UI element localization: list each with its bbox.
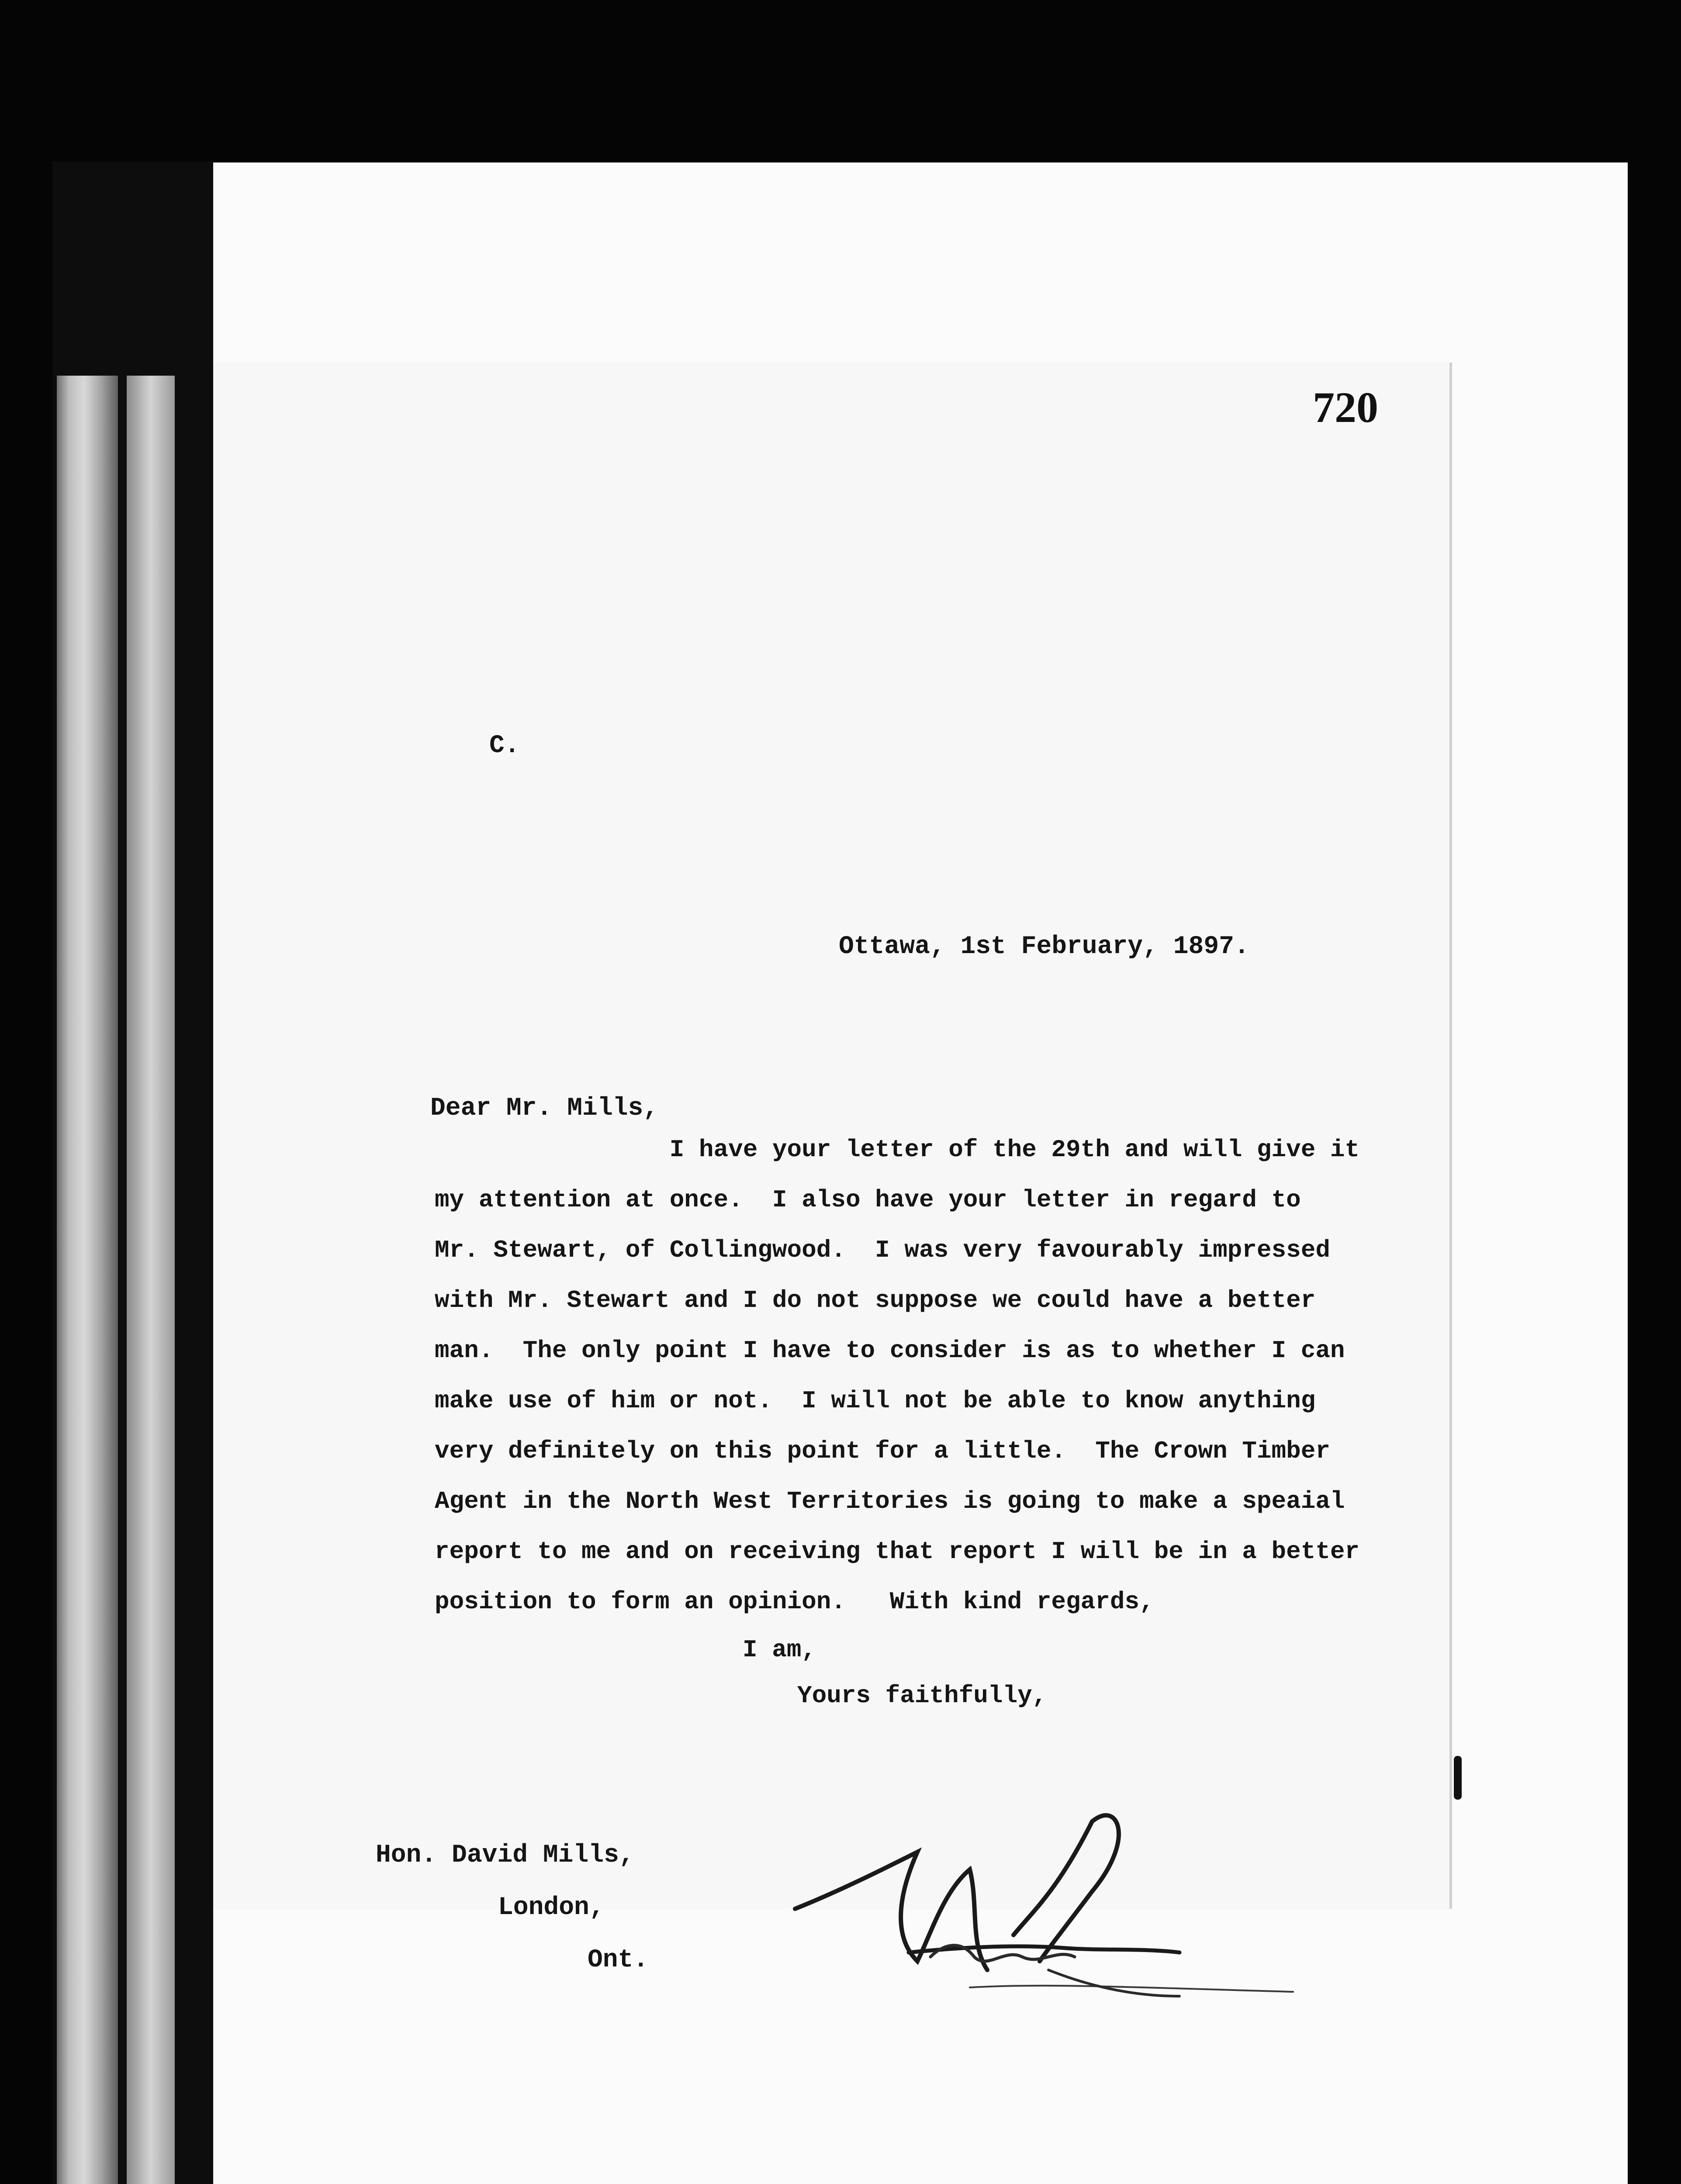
- closing-line: I am,: [743, 1636, 816, 1664]
- letter-body-line: Agent in the North West Territories is going to make a speaial: [435, 1487, 1345, 1515]
- letter-body-line: Mr. Stewart, of Collingwood. I was very favourably impressed: [435, 1236, 1330, 1264]
- letter-body-line: very definitely on this point for a little. The Crown Timber: [435, 1437, 1330, 1465]
- letter-body-line: with Mr. Stewart and I do not suppose we could have a better: [435, 1286, 1316, 1314]
- handwritten-signature: [786, 1804, 1311, 2022]
- dateline: Ottawa, 1st February, 1897.: [839, 933, 1249, 961]
- letter-body-line: I have your letter of the 29th and will give it: [435, 1136, 1360, 1164]
- letter-body-line: make use of him or not. I will not be able to know anything: [435, 1387, 1316, 1415]
- file-code: C.: [489, 732, 520, 760]
- recipient-name: Hon. David Mills,: [376, 1841, 634, 1870]
- letter-body-line: report to me and on receiving that report I will be in a better: [435, 1538, 1360, 1565]
- complimentary-close: Yours faithfully,: [797, 1682, 1047, 1710]
- letter-body-line: position to form an opinion. With kind regards,: [435, 1588, 1154, 1616]
- edge-mark: [1454, 1756, 1462, 1800]
- letter-body-line: my attention at once. I also have your letter in regard to: [435, 1186, 1301, 1214]
- recipient-province: Ont.: [588, 1946, 649, 1974]
- salutation: Dear Mr. Mills,: [430, 1094, 659, 1123]
- letter-body-line: man. The only point I have to consider is as to whether I can: [435, 1337, 1345, 1365]
- binding-edge-strip: [57, 376, 118, 2184]
- binding-edge-strip: [127, 376, 175, 2184]
- recipient-city: London,: [498, 1894, 605, 1922]
- page-number: 720: [1313, 383, 1378, 432]
